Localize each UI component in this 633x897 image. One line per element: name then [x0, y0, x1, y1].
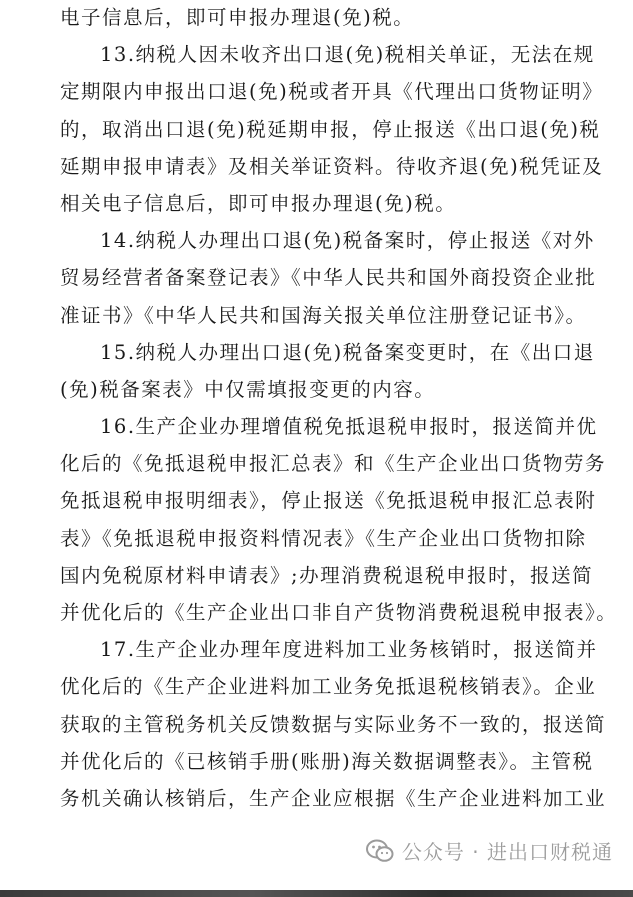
text-line: 13.纳税人因未收齐出口退(免)税相关单证，无法在规: [100, 43, 595, 67]
text-line: 电子信息后，即可申报办理退(免)税。: [60, 6, 415, 29]
text-line: 并优化后的《已核销手册(账册)海关数据调整表》。主管税: [60, 749, 594, 773]
text-line: 相关电子信息后，即可申报办理退(免)税。: [60, 191, 457, 215]
text-line: 延期申报申请表》及相关举证资料。待收齐退(免)税凭证及: [60, 154, 604, 178]
wechat-icon: [366, 839, 394, 863]
text-line: 免抵退税申报明细表》，停止报送《免抵退税申报汇总表附: [60, 489, 597, 513]
text-line: 务机关确认核销后，生产企业应根据《生产企业进料加工业: [60, 786, 607, 810]
text-line: (免)税备案表》中仅需填报变更的内容。: [60, 377, 436, 401]
text-line: 准证书》《中华人民共和国海关报关单位注册登记证书》。: [60, 303, 587, 327]
text-line: 16.生产企业办理增值税免抵退税申报时，报送简并优: [100, 415, 598, 439]
text-line: 优化后的《生产企业进料加工业务免抵退税核销表》。企业: [60, 675, 597, 699]
text-line: 贸易经营者备案登记表》《中华人民共和国外商投资企业批: [60, 266, 597, 290]
text-line: 15.纳税人办理出口退(免)税备案变更时，在《出口退: [100, 340, 595, 364]
text-line: 17.生产企业办理年度进料加工业务核销时，报送简并: [100, 638, 598, 662]
bottom-edge: [0, 890, 633, 897]
text-line: 化后的《免抵退税申报汇总表》和《生产企业出口货物劳务: [60, 452, 607, 476]
text-line: 表》《免抵退税申报资料情况表》《生产企业出口货物扣除: [60, 526, 587, 550]
text-line: 获取的主管税务机关反馈数据与实际业务不一致的，报送简: [60, 712, 607, 736]
text-line: 14.纳税人办理出口退(免)税备案时，停止报送《对外: [100, 229, 595, 253]
watermark-text: 公众号 · 进出口财税通: [401, 840, 613, 864]
text-line: 的，取消出口退(免)税延期申报，停止报送《出口退(免)税: [60, 117, 601, 141]
wechat-watermark: [366, 836, 613, 865]
text-line: 并优化后的《生产企业出口非自产货物消费税退税申报表》。: [60, 601, 618, 624]
text-line: 国内免税原材料申请表》;办理消费税退税申报时，报送简: [60, 563, 594, 587]
text-line: 定期限内申报出口退(免)税或者开具《代理出口货物证明》: [60, 80, 604, 104]
